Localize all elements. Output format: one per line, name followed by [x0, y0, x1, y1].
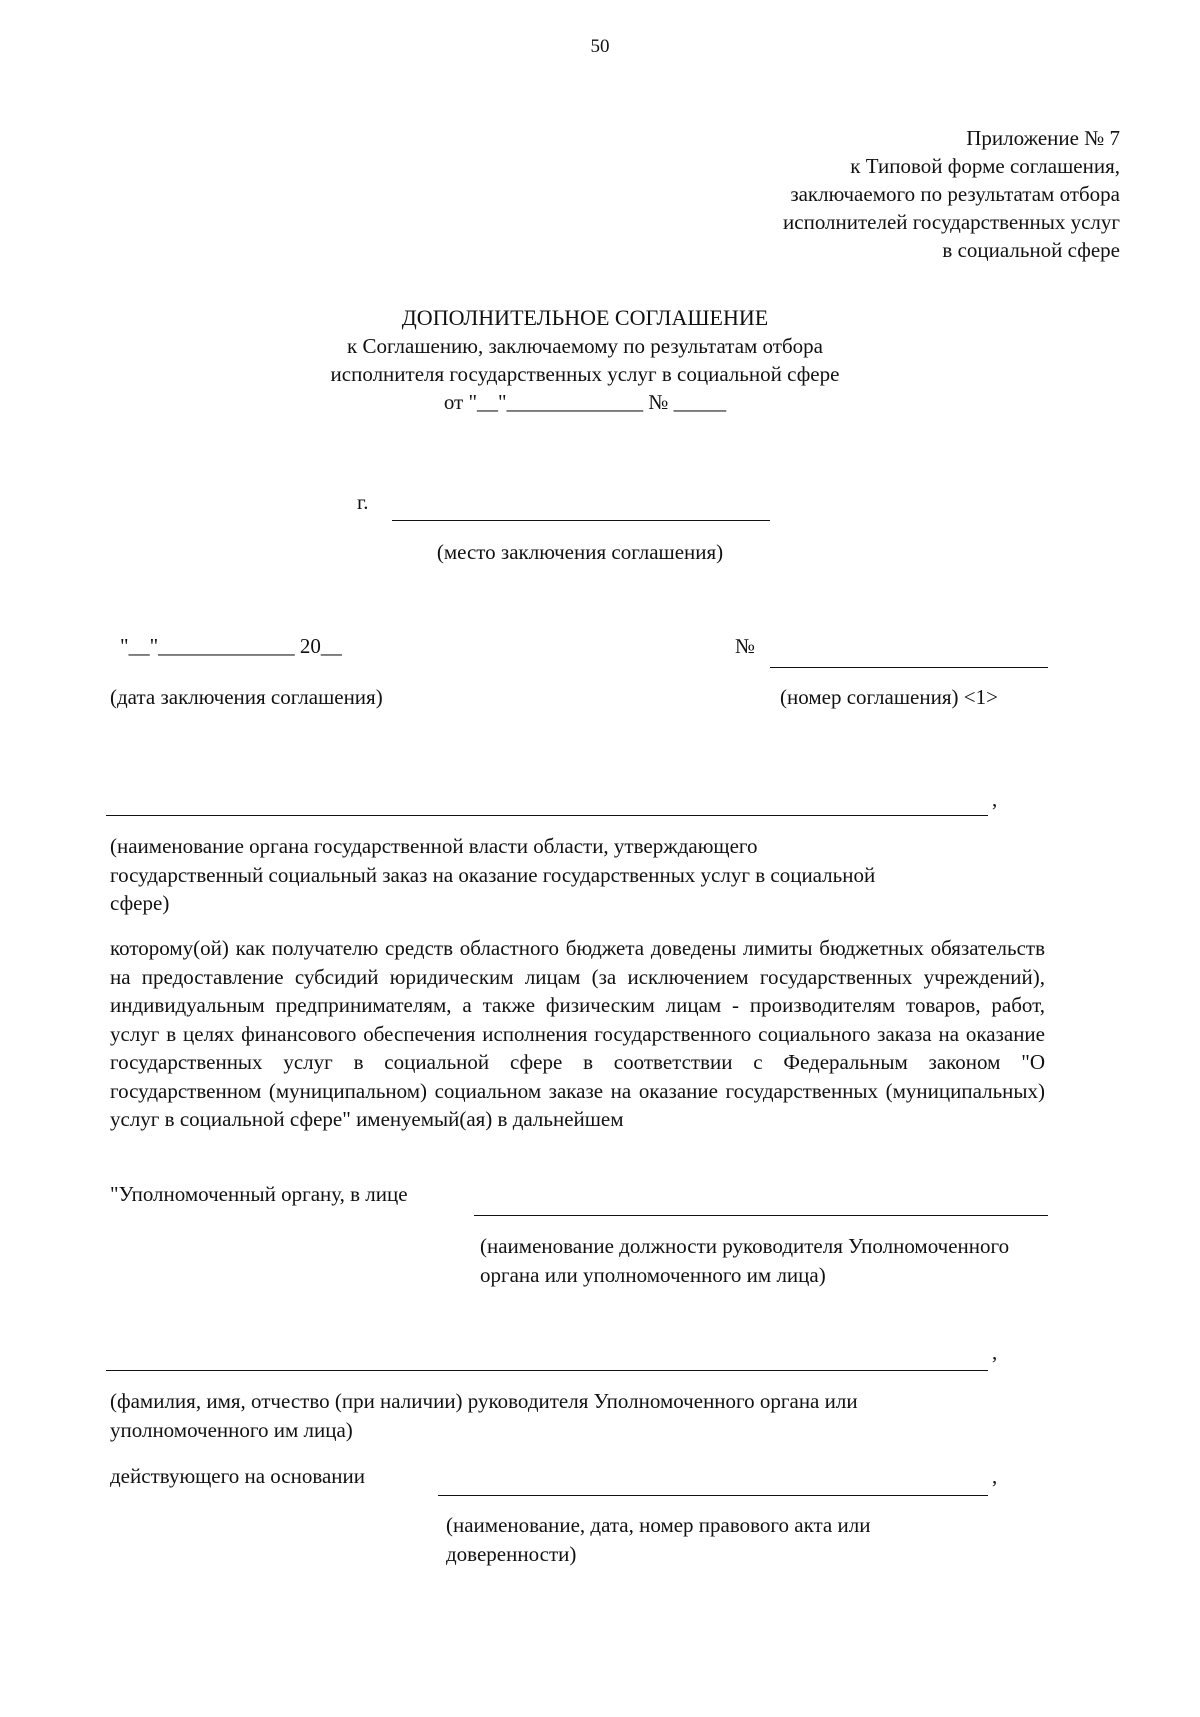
appendix-line: в социальной сфере — [942, 238, 1120, 262]
place-field-line[interactable] — [392, 520, 770, 521]
head-name-line[interactable] — [106, 1370, 988, 1371]
basis-document-line[interactable] — [438, 1495, 988, 1496]
head-name-comma: , — [992, 1340, 998, 1364]
appendix-line: исполнителей государственных услуг — [783, 210, 1120, 234]
place-caption: (место заключения соглашения) — [436, 540, 724, 564]
title-date-number: от "__"_____________ № _____ — [443, 390, 727, 414]
official-position-line[interactable] — [474, 1215, 1048, 1216]
number-field-line[interactable] — [770, 667, 1048, 668]
appendix-line: к Типовой форме соглашения, — [850, 154, 1120, 178]
basis-label: действующего на основании — [110, 1464, 366, 1488]
basis-caption: (наименование, дата, номер правового акта или доверенности) — [446, 1513, 871, 1566]
official-position-caption: (наименование должности руководителя Уполномоченного органа или уполномоченного им лица) — [480, 1234, 1010, 1287]
head-name-caption: (фамилия, имя, отчество (при наличии) руководителя Уполномоченного органа или уполномоченного им лица) — [110, 1389, 858, 1442]
main-paragraph: которому(ой) как получателю средств областного бюджета доведены лимиты бюджетных обязательств на предоставление субсидий юридическим лицам (за исключением государственных учреждений), индивидуальным предпринимателям, а также физическим лицам - производителям товаров, работ, услуг в целях финансового обеспечения исполнения государственного социального заказа на оказание государственных услуг в социальной сфере в соответствии с Федеральным законом "О государственном (муниципальном) социальном заказе на оказание государственных (муниципальных) услуг в социальной сфере" именуемый(ая) в дальнейшем — [110, 936, 1045, 1131]
title-subline: к Соглашению, заключаемому по результатам отбора — [347, 334, 823, 358]
authority-comma: , — [992, 787, 998, 811]
number-sign: № — [735, 634, 756, 658]
city-prefix: г. — [357, 490, 369, 514]
date-caption: (дата заключения соглашения) — [110, 685, 383, 709]
document-title: ДОПОЛНИТЕЛЬНОЕ СОГЛАШЕНИЕ — [401, 305, 769, 330]
appendix-line: Приложение № 7 — [966, 126, 1120, 150]
number-caption: (номер соглашения) <1> — [780, 685, 998, 709]
authority-caption: (наименование органа государственной власти области, утверждающего государственный социальный заказ на оказание государственных услуг в социальной сфере) — [110, 834, 876, 915]
authorized-label: "Уполномоченный органу, в лице — [110, 1182, 408, 1206]
page-number: 50 — [590, 36, 610, 57]
authority-field-line[interactable] — [106, 815, 988, 816]
appendix-line: заключаемого по результатам отбора — [790, 182, 1120, 206]
basis-comma: , — [992, 1464, 998, 1488]
title-subline: исполнителя государственных услуг в социальной сфере — [330, 362, 840, 386]
date-field[interactable]: "__"_____________ 20__ — [120, 634, 342, 658]
